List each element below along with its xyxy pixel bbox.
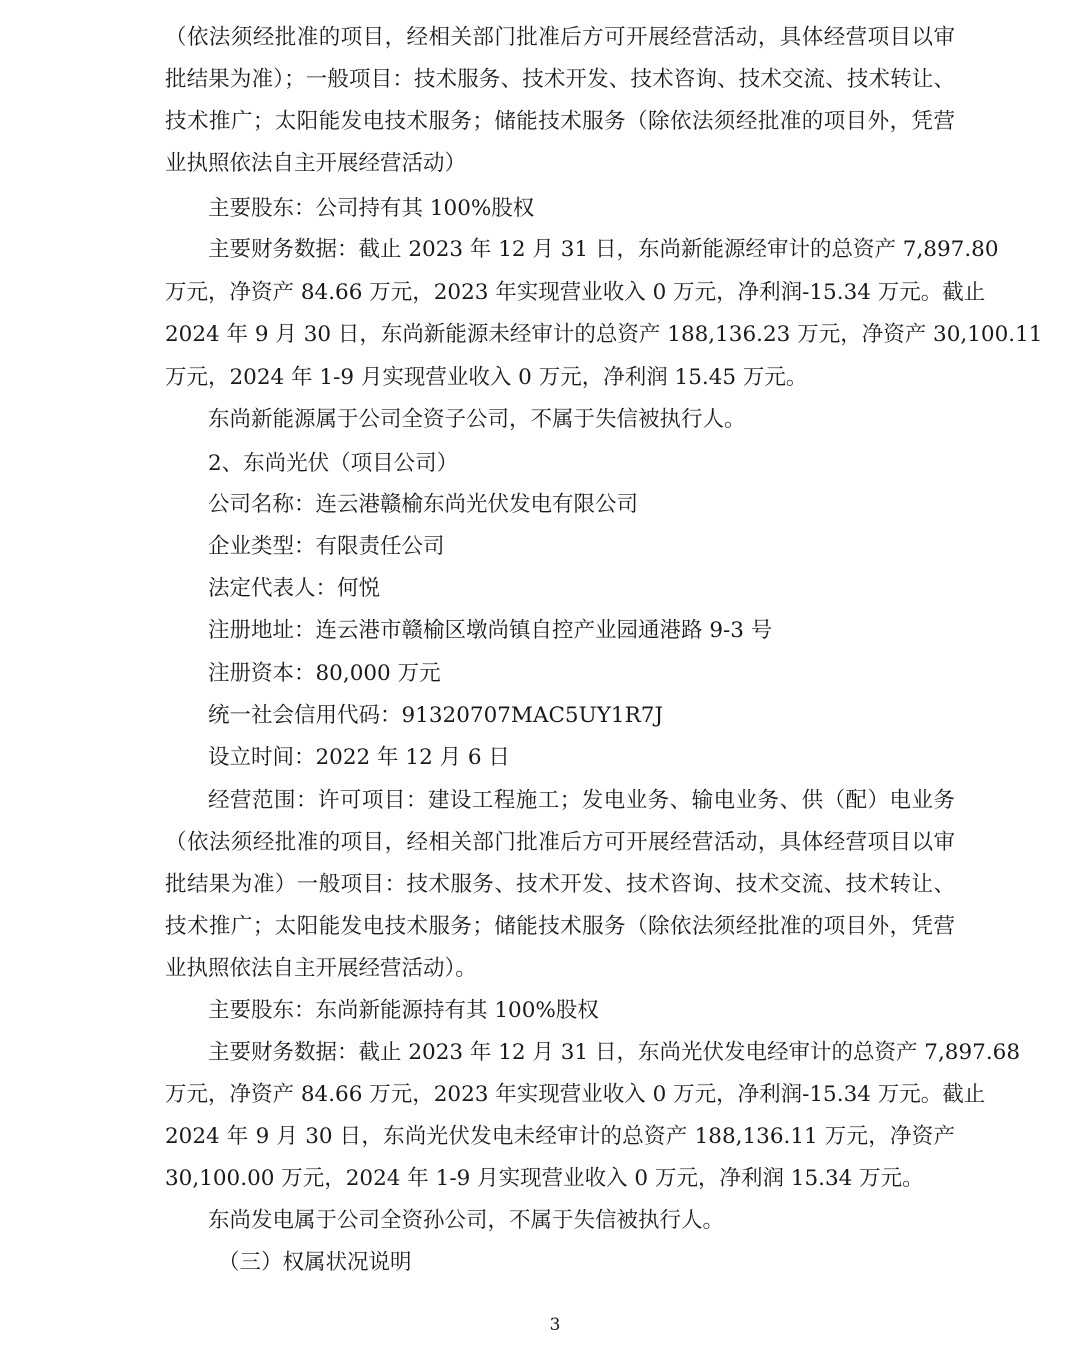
text-line: 东尚发电属于公司全资孙公司，不属于失信被执行人。 [208, 1208, 725, 1233]
text-line: 批结果为准）一般项目：技术服务、技术开发、技术咨询、技术交流、技术转让、 [165, 872, 955, 897]
credit-code-line: 统一社会信用代码：91320707MAC5UY1R7J [208, 703, 664, 728]
text-line: 30,100.00 万元，2024 年 1-9 月实现营业收入 0 万元，净利润 15.34 万元。 [165, 1166, 924, 1191]
text-line: 业执照依法自主开展经营活动） [165, 151, 467, 176]
legal-representative-line: 法定代表人：何悦 [208, 576, 381, 601]
financial-data-line: 主要财务数据：截止 2023 年 12 月 31 日，东尚光伏发电经审计的总资产 7,897.68 [208, 1040, 1021, 1065]
text-line: 业执照依法自主开展经营活动）。 [165, 956, 477, 981]
registered-capital-line: 注册资本：80,000 万元 [208, 661, 441, 686]
text-line: 2024 年 9 月 30 日，东尚新能源未经审计的总资产 188,136.23 万元，净资产 30,100.11 [165, 322, 1043, 347]
section-heading: （三）权属状况说明 [218, 1250, 412, 1275]
company-name-line: 公司名称：连云港赣榆东尚光伏发电有限公司 [208, 492, 639, 517]
text-line: 技术推广；太阳能发电技术服务；储能技术服务（除依法须经批准的项目外，凭营 [165, 109, 955, 134]
text-line: （依法须经批准的项目，经相关部门批准后方可开展经营活动，具体经营项目以审 [165, 25, 955, 50]
page-number: 3 [549, 1315, 561, 1335]
shareholder-line: 主要股东：东尚新能源持有其 100%股权 [208, 998, 599, 1023]
text-line: 技术推广；太阳能发电技术服务；储能技术服务（除依法须经批准的项目外，凭营 [165, 914, 955, 939]
established-date-line: 设立时间：2022 年 12 月 6 日 [208, 745, 510, 770]
section-heading: 2、东尚光伏（项目公司） [208, 451, 459, 476]
text-line: 东尚新能源属于公司全资子公司，不属于失信被执行人。 [208, 407, 746, 432]
text-line: 批结果为准）；一般项目：技术服务、技术开发、技术咨询、技术交流、技术转让、 [165, 67, 955, 92]
text-line: 万元，2024 年 1-9 月实现营业收入 0 万元，净利润 15.45 万元。 [165, 365, 808, 390]
text-line: 万元，净资产 84.66 万元，2023 年实现营业收入 0 万元，净利润-15.34 万元。截止 [165, 280, 986, 305]
text-line: （依法须经批准的项目，经相关部门批准后方可开展经营活动，具体经营项目以审 [165, 830, 955, 855]
shareholder-line: 主要股东：公司持有其 100%股权 [208, 196, 535, 221]
business-scope-line: 经营范围：许可项目：建设工程施工；发电业务、输电业务、供（配）电业务 [208, 788, 955, 813]
financial-data-line: 主要财务数据：截止 2023 年 12 月 31 日，东尚新能源经审计的总资产 7,897.80 [208, 237, 999, 262]
company-type-line: 企业类型：有限责任公司 [208, 534, 445, 559]
text-line: 万元，净资产 84.66 万元，2023 年实现营业收入 0 万元，净利润-15.34 万元。截止 [165, 1082, 986, 1107]
registered-address-line: 注册地址：连云港市赣榆区墩尚镇自控产业园通港路 9-3 号 [208, 618, 773, 643]
text-line: 2024 年 9 月 30 日，东尚光伏发电未经审计的总资产 188,136.11 万元，净资产 [165, 1124, 955, 1149]
